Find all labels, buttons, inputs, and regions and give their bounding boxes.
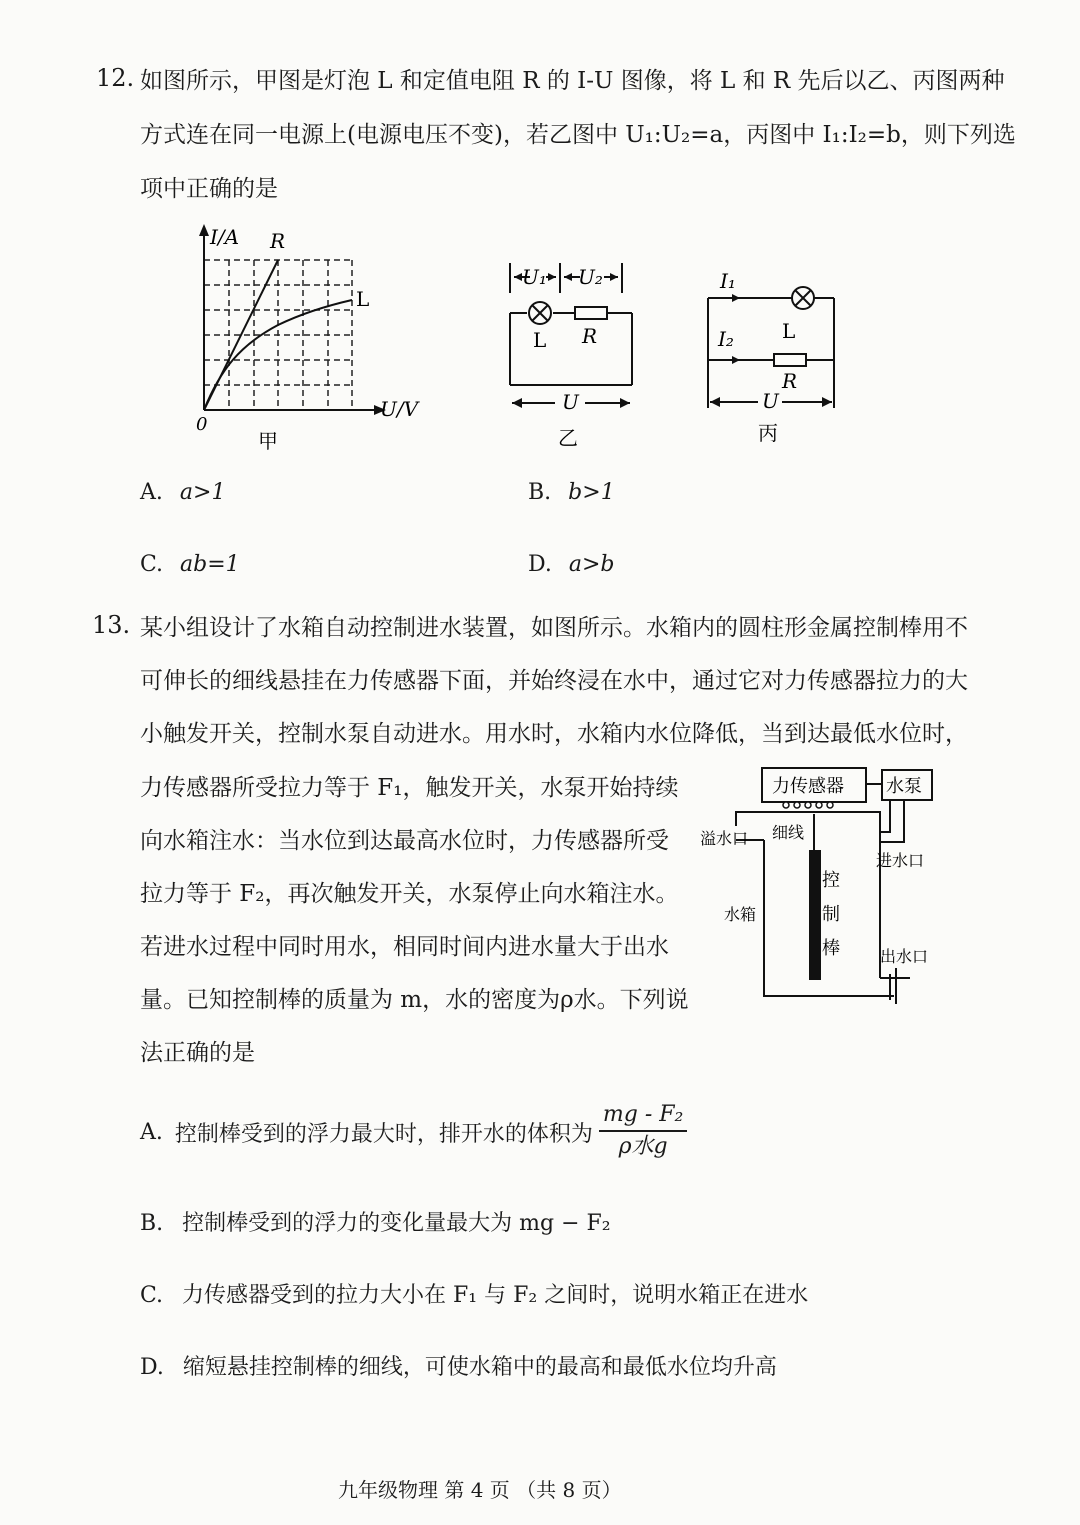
q13-number: 13. — [92, 611, 131, 639]
page-footer: 九年级物理 第 4 页 （共 8 页） — [338, 1478, 622, 1502]
caption-jia: 甲 — [258, 429, 278, 453]
figure-water-tank — [700, 760, 950, 1010]
q12-number: 12. — [96, 64, 135, 92]
graph-axes — [204, 230, 380, 410]
q12-stem-line-3: 项中正确的是 — [140, 176, 278, 202]
label-thread: 细线 — [772, 823, 805, 842]
q12-stem-line-2: 方式连在同一电源上(电源电压不变)，若乙图中 U₁:U₂=a，丙图中 I₁:I₂=b，则下列选 — [140, 122, 1016, 148]
option-letter: C. — [140, 1283, 164, 1308]
q13-stem-line-2: 可伸长的细线悬挂在力传感器下面，并始终浸在水中，通过它对力传感器拉力的大 — [140, 668, 968, 694]
q13-option-b[interactable] — [140, 1206, 611, 1237]
q12-stem-line-1: 如图所示，甲图是灯泡 L 和定值电阻 R 的 I-U 图像，将 L 和 R 先后以乙、丙图两种 — [140, 68, 1005, 94]
option-letter: A. — [140, 1119, 163, 1145]
pump-pipe — [880, 800, 890, 842]
option-letter: A. — [140, 480, 163, 505]
fraction-displaced-volume — [599, 1102, 687, 1162]
label-U2: U₂ — [578, 265, 603, 289]
label-L: L — [356, 287, 370, 311]
q13-option-d[interactable] — [140, 1350, 777, 1381]
q13-option-a[interactable] — [140, 1102, 687, 1162]
label-inlet: 进水口 — [876, 851, 925, 870]
label-tank: 水箱 — [724, 905, 757, 924]
option-text: a>b — [568, 552, 615, 577]
option-text: b>1 — [568, 480, 615, 505]
label-rod-2: 制 — [822, 904, 840, 925]
figure-yi-series-circuit — [500, 255, 650, 455]
label-overflow: 溢水口 — [700, 829, 749, 848]
fraction-numerator: mg - F₂ — [599, 1102, 687, 1132]
q12-option-b[interactable] — [528, 480, 615, 505]
label-L: L — [533, 328, 547, 352]
tank-outline — [736, 812, 880, 842]
label-rod-1: 控 — [822, 870, 840, 891]
option-letter: B. — [140, 1211, 164, 1236]
option-letter: C. — [140, 552, 164, 577]
label-L: L — [782, 319, 796, 343]
option-text: 力传感器受到的拉力大小在 F₁ 与 F₂ 之间时，说明水箱正在进水 — [182, 1283, 809, 1308]
fraction-denominator: ρ水g — [618, 1134, 668, 1159]
label-I2: I₂ — [718, 327, 734, 351]
q13-stem-line-9: 法正确的是 — [140, 1040, 255, 1066]
lamp-L-symbol — [529, 302, 551, 324]
q13-stem-line-6: 拉力等于 F₂，再次触发开关，水泵停止向水箱注水。 — [140, 881, 679, 907]
option-text: 缩短悬挂控制棒的细线，可使水箱中的最高和最低水位均升高 — [182, 1355, 777, 1380]
q13-stem-line-1: 某小组设计了水箱自动控制进水装置，如图所示。水箱内的圆柱形金属控制棒用不 — [140, 615, 968, 641]
option-text: 控制棒受到的浮力的变化量最大为 mg − F₂ — [182, 1211, 611, 1236]
q13-stem-line-8: 量。已知控制棒的质量为 m，水的密度为ρ水。下列说 — [140, 987, 689, 1013]
option-text: ab=1 — [180, 552, 240, 577]
label-R: R — [782, 369, 798, 393]
option-letter: D. — [140, 1355, 164, 1380]
resistor-R-symbol — [774, 354, 806, 366]
figure-jia-iu-graph — [180, 220, 430, 460]
control-rod — [809, 850, 821, 980]
label-R: R — [582, 324, 598, 348]
lamp-L-symbol — [792, 287, 814, 309]
label-R: R — [270, 229, 286, 253]
q13-stem-line-3: 小触发开关，控制水泵自动进水。用水时，水箱内水位降低，当到达最低水位时， — [140, 721, 968, 747]
label-force-sensor: 力传感器 — [772, 776, 844, 797]
q13-stem-line-4: 力传感器所受拉力等于 F₁，触发开关，水泵开始持续 — [140, 775, 679, 801]
label-pump: 水泵 — [886, 776, 922, 797]
option-text: a>1 — [179, 480, 226, 505]
caption-yi: 乙 — [558, 426, 578, 450]
label-U1: U₁ — [522, 265, 547, 289]
y-axis-arrow — [199, 224, 209, 236]
label-U: U — [562, 390, 579, 414]
figure-bing-parallel-circuit — [700, 268, 850, 458]
origin-label: 0 — [196, 414, 208, 435]
caption-bing: 丙 — [758, 421, 778, 445]
x-axis-label: U/V — [380, 397, 419, 421]
label-I1: I₁ — [720, 269, 736, 293]
q12-option-a[interactable] — [140, 480, 225, 505]
q13-option-c[interactable] — [140, 1278, 808, 1309]
label-outlet: 出水口 — [880, 947, 929, 966]
option-letter: B. — [528, 480, 552, 505]
label-U: U — [762, 389, 779, 413]
q13-stem-line-5: 向水箱注水：当水位到达最高水位时，力传感器所受 — [140, 828, 669, 854]
resistor-R-symbol — [575, 307, 607, 319]
graph-grid — [204, 260, 352, 410]
q13-stem-line-7: 若进水过程中同时用水，相同时间内进水量大于出水 — [140, 934, 669, 960]
option-letter: D. — [528, 552, 552, 577]
label-rod-3: 棒 — [822, 938, 840, 959]
y-axis-label: I/A — [210, 225, 240, 249]
option-text: 控制棒受到的浮力最大时，排开水的体积为 — [174, 1121, 593, 1147]
q12-option-d[interactable] — [528, 552, 615, 577]
q12-option-c[interactable] — [140, 552, 240, 577]
